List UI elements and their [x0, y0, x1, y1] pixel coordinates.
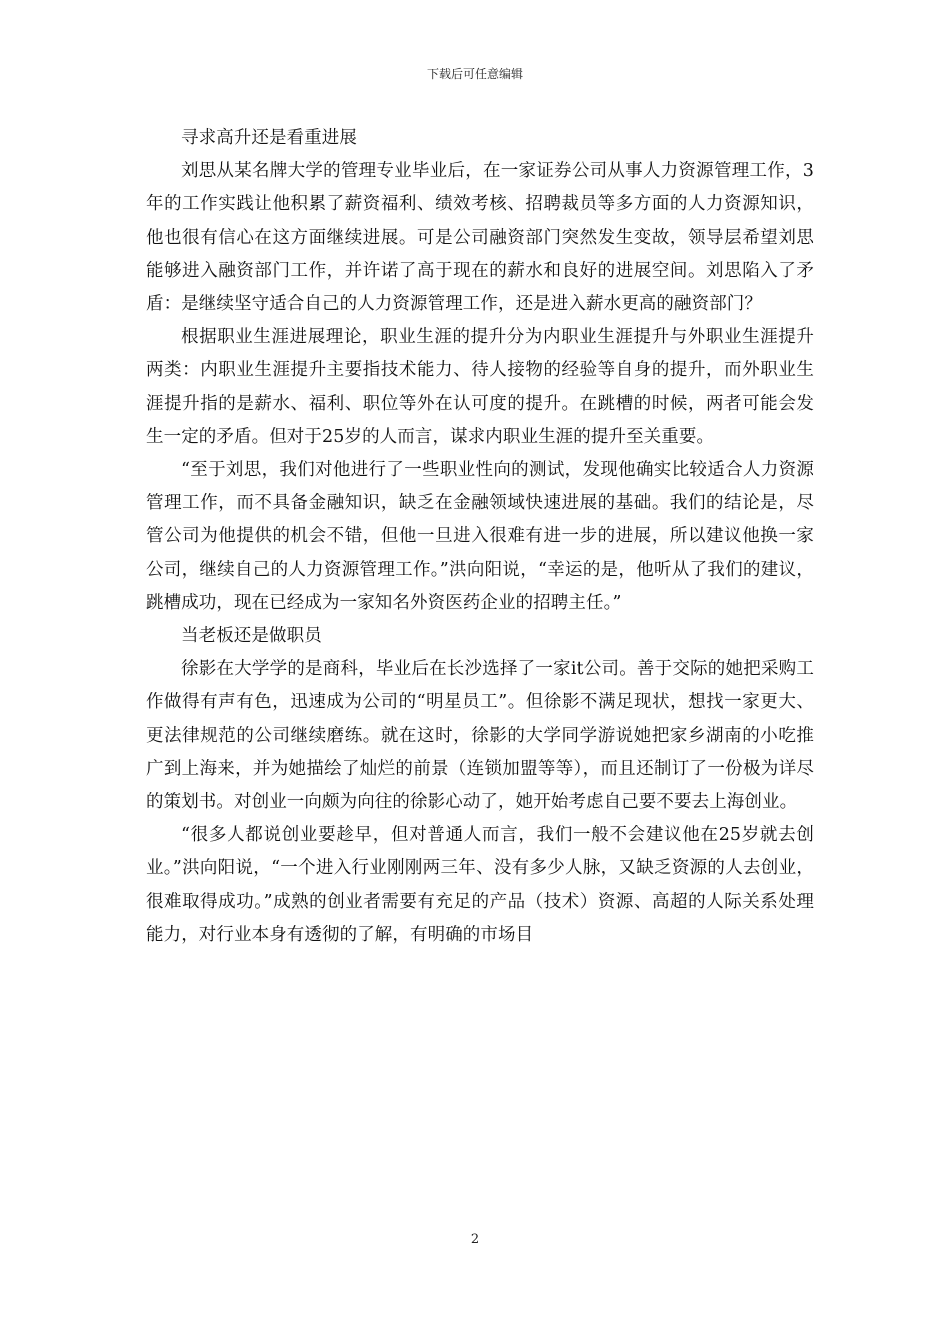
section-heading: 寻求高升还是看重进展 [181, 128, 357, 148]
body-paragraph: 徐影在大学学的是商科，毕业后在长沙选择了一家it公司。善于交际的她把采购工作做得有声有色，迅速成为公司的“明星员工”。但徐影不满足现状，想找一家更大、更法律规范的公司继续磨练。就在这时，徐影的大学同学游说她把家乡湖南的小吃推广到上海来，并为她描绘了灿烂的前景（连锁加盟等等），而且还制订了一份极为详尽的策划书。对创业一向颇为向往的徐影心动了，她开始考虑自己要不要去上海创业。 [146, 659, 814, 813]
page-header: 下载后可任意编辑 [426, 67, 523, 81]
page-number: 2 [470, 1232, 480, 1247]
section-heading: 当老板还是做职员 [181, 626, 322, 647]
document-body [146, 122, 814, 952]
body-paragraph: “很多人都说创业要趁早，但对普通人而言，我们一般不会建议他在25岁就去创业。”洪向阳说，“一个进入行业刚刚两三年、没有多少人脉，又缺乏资源的人去创业，很难取得成功。”成熟的创业者需要有充足的产品（技术）资源、高超的人际关系处理能力，对行业本身有透彻的了解，有明确的市场目 [146, 825, 814, 945]
body-paragraph: 刘思从某名牌大学的管理专业毕业后，在一家证券公司从事人力资源管理工作，3年的工作实践让他积累了薪资福利、绩效考核、招聘裁员等多方面的人力资源知识，他也很有信心在这方面继续进展。可是公司融资部门突然发生变故，领导层希望刘思能够进入融资部门工作，并许诺了高于现在的薪水和良好的进展空间。刘思陷入了矛盾：是继续坚守适合自己的人力资源管理工作，还是进入薪水更高的融资部门？ [146, 161, 814, 315]
body-paragraph: “至于刘思，我们对他进行了一些职业性向的测试，发现他确实比较适合人力资源管理工作，而不具备金融知识，缺乏在金融领域快速进展的基础。我们的结论是，尽管公司为他提供的机会不错，但他一旦进入很难有进一步的进展，所以建议他换一家公司，继续自己的人力资源管理工作。”洪向阳说，“幸运的是，他听从了我们的建议，跳槽成功，现在已经成为一家知名外资医药企业的招聘主任。” [146, 460, 814, 613]
body-paragraph: 根据职业生涯进展理论，职业生涯的提升分为内职业生涯提升与外职业生涯提升两类：内职业生涯提升主要指技术能力、待人接物的经验等自身的提升，而外职业生涯提升指的是薪水、福利、职位等外在认可度的提升。在跳槽的时候，两者可能会发生一定的矛盾。但对于25岁的人而言，谋求内职业生涯的提升至关重要。 [146, 327, 814, 447]
